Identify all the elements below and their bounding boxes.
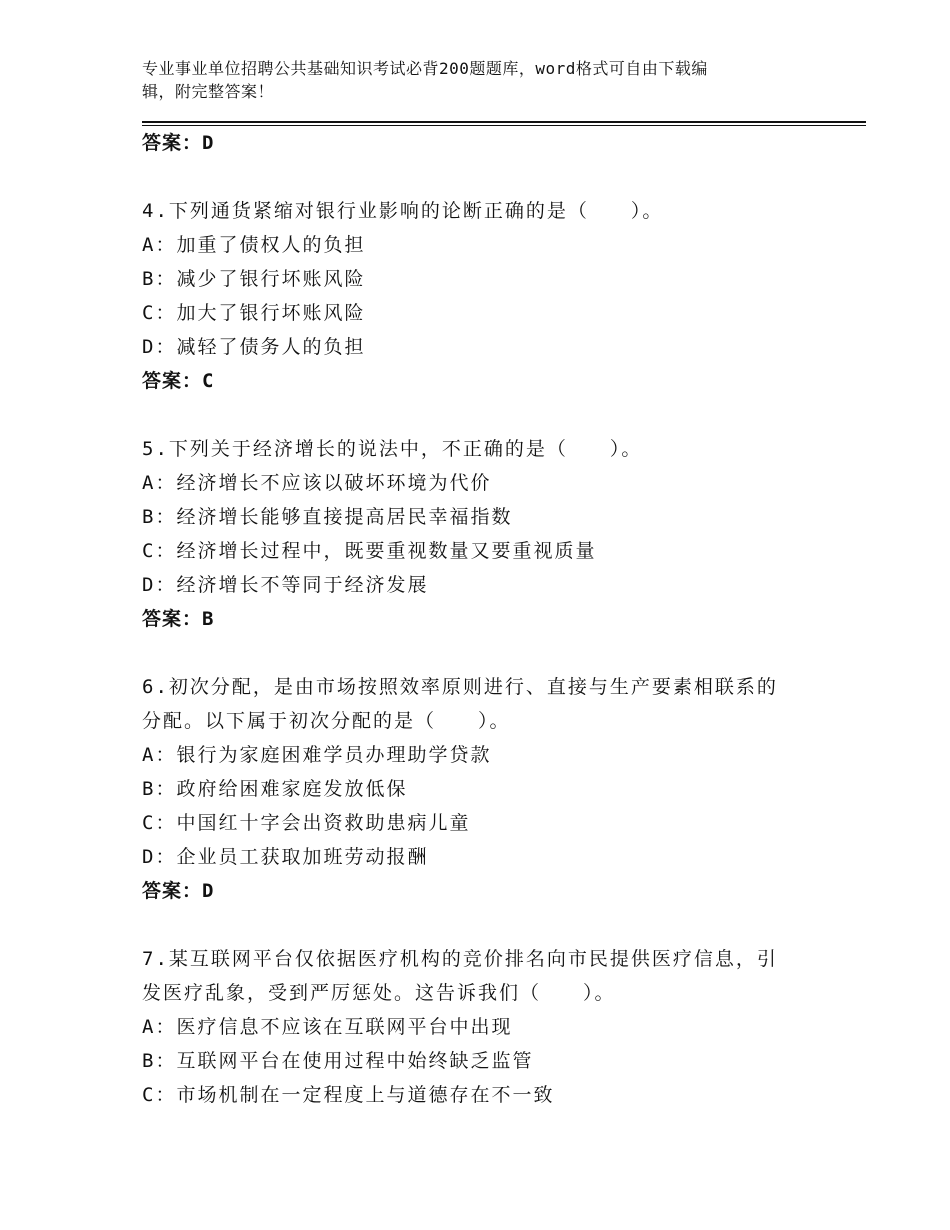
option-b: B：减少了银行坏账风险 [142,268,366,290]
spacer [142,398,842,432]
question-stem-cont: 分配。以下属于初次分配的是（ ）。 [142,710,511,732]
question-block [142,670,842,908]
option-d: D：企业员工获取加班劳动报酬 [142,846,429,868]
question-list [142,126,842,1112]
answer-line: 答案：D [142,132,215,154]
header-rule [142,121,866,123]
answer-line: 答案：C [142,370,215,392]
option-c: C：中国红十字会出资救助患病儿童 [142,812,471,834]
option-a: A：加重了债权人的负担 [142,234,366,256]
question-stem: 5.下列关于经济增长的说法中，不正确的是（ ）。 [142,438,643,460]
option-c: C：经济增长过程中，既要重视数量又要重视质量 [142,540,597,562]
spacer [142,160,842,194]
question-block [142,942,842,1112]
page-header [142,57,792,103]
answer-line: 答案：B [142,608,215,630]
option-b: B：政府给困难家庭发放低保 [142,778,408,800]
question-block [142,194,842,398]
question-stem: 7.某互联网平台仅依据医疗机构的竞价排名向市民提供医疗信息，引 [142,948,778,970]
header-line: 专业事业单位招聘公共基础知识考试必背200题题库，word格式可自由下载编 [142,59,708,78]
option-a: A：医疗信息不应该在互联网平台中出现 [142,1016,513,1038]
answer-line: 答案：D [142,880,215,902]
option-d: D：减轻了债务人的负担 [142,336,366,358]
question-stem: 4.下列通货紧缩对银行业影响的论断正确的是（ ）。 [142,200,664,222]
header-line: 辑，附完整答案！ [142,82,275,101]
question-block [142,432,842,636]
option-c: C：市场机制在一定程度上与道德存在不一致 [142,1084,555,1106]
option-d: D：经济增长不等同于经济发展 [142,574,429,596]
spacer [142,908,842,942]
question-stem: 6.初次分配，是由市场按照效率原则进行、直接与生产要素相联系的 [142,676,778,698]
option-b: B：互联网平台在使用过程中始终缺乏监管 [142,1050,534,1072]
option-b: B：经济增长能够直接提高居民幸福指数 [142,506,513,528]
option-c: C：加大了银行坏账风险 [142,302,366,324]
question-stem-cont: 发医疗乱象，受到严厉惩处。这告诉我们（ ）。 [142,982,616,1004]
spacer [142,636,842,670]
option-a: A：经济增长不应该以破坏环境为代价 [142,472,492,494]
option-a: A：银行为家庭困难学员办理助学贷款 [142,744,492,766]
